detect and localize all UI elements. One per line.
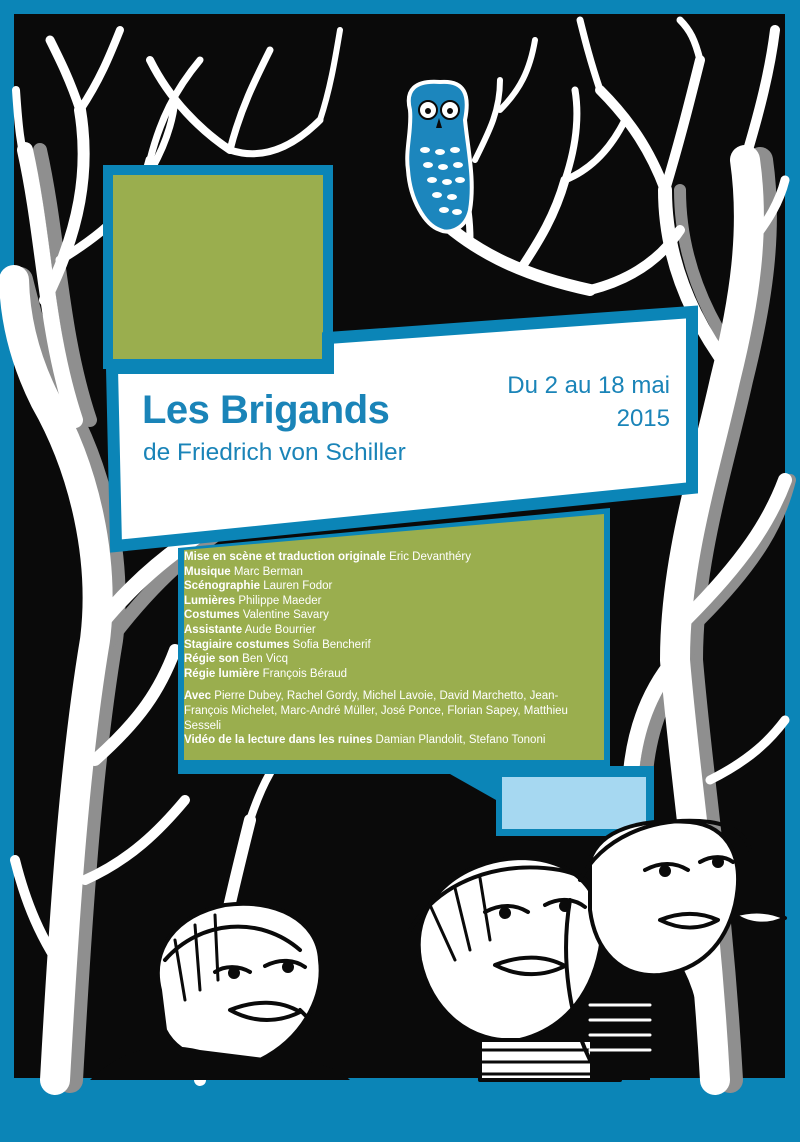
credit-line (184, 579, 604, 594)
olive-flag (108, 170, 328, 364)
credit-role: Costumes (184, 609, 240, 622)
video-names: Damian Plandolit, Stefano Tononi (375, 734, 546, 747)
credit-line (184, 608, 604, 623)
credit-name: Valentine Savary (242, 609, 329, 622)
credits-list (184, 550, 604, 748)
credit-name: Philippe Maeder (238, 594, 322, 607)
credit-line (184, 652, 604, 667)
credit-name: Lauren Fodor (263, 580, 333, 593)
credit-name: Aude Bourrier (244, 623, 316, 636)
credit-role: Régie son (184, 653, 239, 666)
credit-line (184, 550, 604, 565)
credit-name: Eric Devanthéry (389, 551, 471, 563)
video-role: Vidéo de la lecture dans les ruines (184, 734, 373, 747)
credit-name: Marc Berman (233, 565, 303, 578)
credit-role: Lumières (184, 594, 236, 607)
cast-role: Avec (184, 690, 212, 703)
video-credit (184, 733, 604, 748)
credit-spacer (184, 681, 604, 689)
credit-line (184, 667, 604, 682)
play-author: de Friedrich von Schiller (143, 439, 406, 466)
credit-name: Ben Vicq (242, 653, 288, 666)
credit-role: Scénographie (184, 580, 261, 593)
credit-role: Assistante (184, 623, 243, 636)
credit-name: Sofia Bencherif (292, 638, 371, 651)
credit-role: Régie lumière (184, 667, 260, 680)
credit-role: Musique (184, 565, 231, 578)
credit-role: Mise en scène et traduction originale (184, 551, 386, 563)
light-blue-box (502, 777, 646, 829)
cast-names: Pierre Dubey, Rachel Gordy, Michel Lavoie, David Marchetto, Jean-François Michelet, Marc-André Müller, José Ponce, Florian Sapey, Matthieu Sesseli (184, 690, 568, 732)
credit-line (184, 565, 604, 580)
dates-range: Du 2 au 18 mai (507, 372, 670, 399)
owl-illustration (407, 82, 472, 232)
performance-dates (440, 369, 670, 435)
credit-line (184, 623, 604, 638)
credit-line (184, 638, 604, 653)
credit-name: François Béraud (262, 667, 347, 680)
credit-line (184, 594, 604, 609)
dates-year: 2015 (616, 405, 670, 432)
play-title: Les Brigands (142, 388, 390, 432)
cast-list (184, 689, 584, 733)
credit-role: Stagiaire costumes (184, 638, 290, 651)
